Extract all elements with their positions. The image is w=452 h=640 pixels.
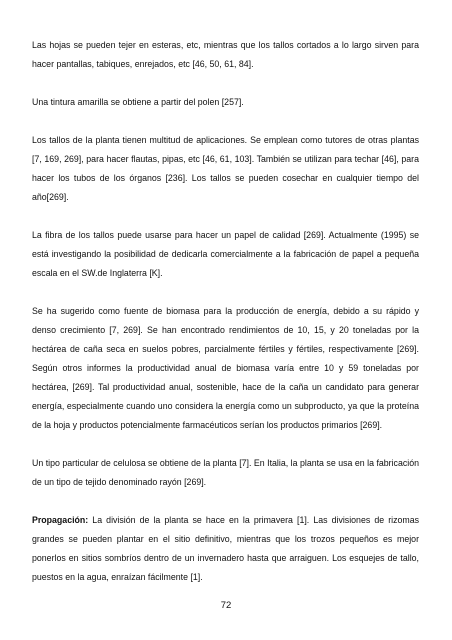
paragraph-leaves-uses: Las hojas se pueden tejer en esteras, etc, mientras que los tallos cortados a lo largo sirven para hacer pantallas, tabiques, enrejados, etc [46, 50, 61, 84]. xyxy=(32,40,419,69)
page-number: 72 xyxy=(220,600,232,611)
paragraph-propagation xyxy=(32,511,419,587)
paragraph-pollen-dye: Una tintura amarilla se obtiene a partir del polen [257]. xyxy=(32,97,244,107)
paragraph-paper-fiber: La fibra de los tallos puede usarse para hacer un papel de calidad [269]. Actualmente (1995) se está investigando la posibilidad de dedicarla comercialmente a la fabricación de papel a pequeña escala en el SW.de Inglaterra [K]. xyxy=(32,230,419,278)
paragraph-biomass: Se ha sugerido como fuente de biomasa para la producción de energía, debido a su rápido y denso crecimiento [7, 269]. Se han encontrado rendimientos de 10, 15, y 20 toneladas por la hectárea de caña seca en suelos pobres, parcialmente fértiles y fértiles, respectivamente [269]. Según otros informes la productividad anual de biomasa varía entre 10 y 59 toneladas por hectárea, [269]. Tal productividad anual, sostenible, hace de la caña un candidato para generar energía, especialmente cuando uno considera la energía como un subproducto, ya que la proteína de la hoja y productos potencialmente farmacéuticos serían los productos primarios [269]. xyxy=(32,306,419,430)
propagation-label: Propagación: xyxy=(32,515,89,525)
propagation-text: La división de la planta se hace en la primavera [1]. Las divisiones de rizomas grandes se pueden plantar en el sitio definitivo, mientras que los trozos pequeños es mejor ponerlos en sitios sombríos dentro de un invernadero hasta que arraiguen. Los esquejes de tallo, puestos en la agua, enraízan fácilmente [1]. xyxy=(32,515,419,582)
page-body xyxy=(32,36,419,587)
paragraph-stem-applications: Los tallos de la planta tienen multitud de aplicaciones. Se emplean como tutores de otras plantas [7, 169, 269], para hacer flautas, pipas, etc [46, 61, 103]. También se utilizan para techar [46], para hacer los tubos de los órganos [236]. Los tallos se pueden cosechar en cualquier tiempo del año[269]. xyxy=(32,135,419,202)
paragraph-cellulose: Un tipo particular de celulosa se obtiene de la planta [7]. En Italia, la planta se usa en la fabricación de un tipo de tejido denominado rayón [269]. xyxy=(32,458,419,487)
